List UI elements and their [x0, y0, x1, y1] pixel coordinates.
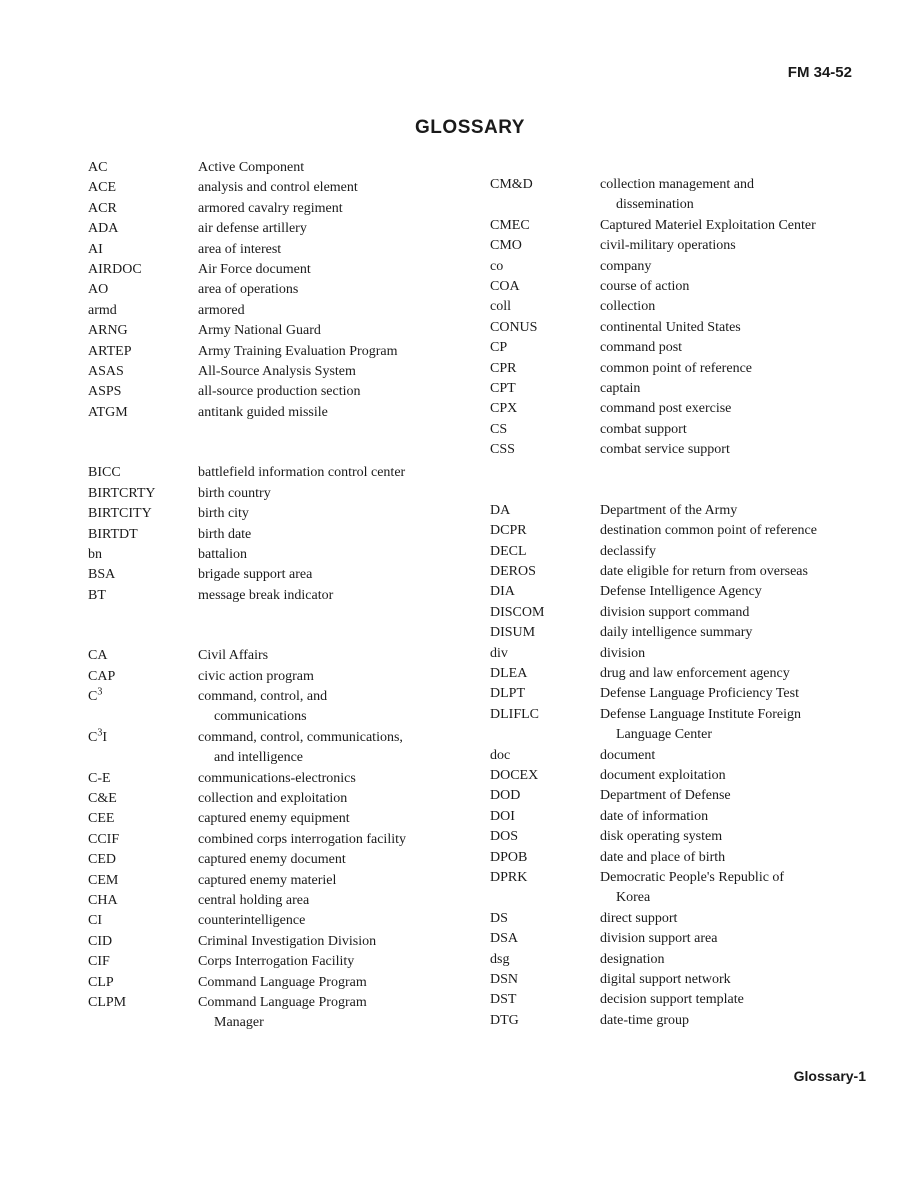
glossary-entry — [490, 501, 880, 521]
glossary-entry — [88, 219, 458, 239]
glossary-definition: course of action — [600, 279, 690, 295]
glossary-abbreviation: ASAS — [88, 364, 124, 380]
glossary-group — [490, 501, 880, 1032]
glossary-definition: collection management and dissemination — [600, 177, 754, 213]
glossary-abbreviation: AO — [88, 282, 109, 298]
glossary-entry — [490, 848, 880, 868]
glossary-entry — [88, 525, 458, 545]
glossary-definition: collection and exploitation — [198, 790, 348, 806]
glossary-entry — [490, 216, 880, 236]
glossary-definition: combat service support — [600, 442, 730, 458]
glossary-definition: Department of the Army — [600, 502, 738, 518]
glossary-definition: destination common point of reference — [600, 523, 817, 539]
glossary-definition: designation — [600, 951, 665, 967]
glossary-definition: division support command — [600, 604, 750, 620]
glossary-abbreviation: CMEC — [490, 217, 530, 233]
glossary-entry — [490, 420, 880, 440]
glossary-abbreviation: DOD — [490, 788, 521, 804]
glossary-entry — [490, 664, 880, 684]
glossary-entry — [88, 993, 458, 1034]
glossary-abbreviation: ACR — [88, 200, 117, 216]
glossary-definition: civic action program — [198, 668, 314, 684]
glossary-abbreviation: DEROS — [490, 563, 536, 579]
glossary-definition: birth date — [198, 526, 252, 542]
glossary-definition: digital support network — [600, 972, 731, 988]
glossary-abbreviation: CP — [490, 340, 508, 356]
glossary-right-column — [490, 175, 880, 1031]
glossary-abbreviation: CMO — [490, 238, 522, 254]
glossary-abbreviation: CLPM — [88, 995, 127, 1011]
glossary-entry — [88, 789, 458, 809]
glossary-definition: captain — [600, 381, 641, 397]
glossary-entry — [490, 175, 880, 216]
glossary-definition: continental United States — [600, 319, 741, 335]
glossary-entry — [88, 342, 458, 362]
glossary-entry — [88, 463, 458, 483]
glossary-definition: message break indicator — [198, 587, 334, 603]
glossary-definition: command, control, communications, and intelligence — [198, 729, 403, 766]
glossary-entry — [88, 403, 458, 423]
glossary-abbreviation: AC — [88, 160, 108, 175]
glossary-definition: date-time group — [600, 1012, 690, 1028]
glossary-entry — [490, 338, 880, 358]
glossary-entry — [490, 950, 880, 970]
glossary-abbreviation: DISUM — [490, 625, 536, 641]
glossary-abbreviation: ACE — [88, 180, 116, 196]
glossary-abbreviation: CEM — [88, 872, 119, 888]
glossary-abbreviation: armd — [88, 302, 117, 318]
glossary-definition: combat support — [600, 421, 687, 437]
glossary-abbreviation: CI — [88, 913, 102, 929]
glossary-definition: drug and law enforcement agency — [600, 665, 790, 681]
glossary-entry — [490, 582, 880, 602]
glossary-abbreviation: COA — [490, 279, 520, 295]
glossary-definition: antitank guided missile — [198, 404, 328, 420]
glossary-definition: common point of reference — [600, 360, 752, 376]
glossary-entry — [490, 766, 880, 786]
glossary-definition: birth city — [198, 506, 249, 522]
glossary-definition: declassify — [600, 543, 656, 559]
glossary-abbreviation: $C^3$ — [88, 686, 103, 704]
glossary-definition: Corps Interrogation Facility — [198, 954, 355, 970]
glossary-abbreviation: DST — [490, 992, 517, 1008]
glossary-abbreviation: AI — [88, 241, 103, 257]
glossary-definition: Department of Defense — [600, 788, 731, 804]
glossary-definition: Command Language Program — [198, 974, 367, 990]
glossary-abbreviation: CPT — [490, 381, 516, 397]
glossary-entry — [88, 321, 458, 341]
glossary-definition: Civil Affairs — [198, 648, 269, 664]
glossary-definition: Defense Language Proficiency Test — [600, 686, 799, 702]
glossary-definition: air defense artillery — [198, 221, 307, 237]
glossary-entry — [88, 687, 458, 728]
glossary-abbreviation: DOS — [490, 829, 519, 845]
glossary-definition: battalion — [198, 546, 247, 562]
glossary-abbreviation: BICC — [88, 465, 121, 481]
glossary-group — [88, 463, 458, 606]
glossary-abbreviation: DS — [490, 910, 508, 926]
glossary-entry — [88, 362, 458, 382]
glossary-definition: Captured Materiel Exploitation Center — [600, 217, 816, 233]
glossary-entry — [490, 827, 880, 847]
glossary-entry — [490, 684, 880, 704]
glossary-abbreviation: CPX — [490, 401, 518, 417]
glossary-abbreviation: ATGM — [88, 404, 128, 420]
glossary-entry — [490, 1011, 880, 1031]
glossary-definition: division — [600, 645, 646, 661]
glossary-entry — [88, 565, 458, 585]
glossary-entry — [88, 871, 458, 891]
glossary-entry — [88, 545, 458, 565]
glossary-abbreviation: coll — [490, 299, 511, 315]
glossary-entry — [490, 909, 880, 929]
glossary-abbreviation: ARNG — [88, 323, 128, 339]
glossary-abbreviation: BSA — [88, 567, 116, 583]
glossary-abbreviation: C-E — [88, 770, 111, 786]
glossary-definition: daily intelligence summary — [600, 625, 753, 641]
glossary-abbreviation: BIRTCITY — [88, 506, 152, 522]
glossary-abbreviation: CONUS — [490, 319, 538, 335]
glossary-entry — [490, 868, 880, 909]
glossary-abbreviation: dsg — [490, 951, 510, 967]
glossary-entry — [490, 990, 880, 1010]
glossary-abbreviation: DIA — [490, 584, 515, 600]
glossary-abbreviation: CCIF — [88, 831, 120, 847]
glossary-abbreviation: CLP — [88, 974, 114, 990]
glossary-entry — [490, 562, 880, 582]
glossary-definition: battlefield information control center — [198, 465, 406, 481]
glossary-abbreviation: DPOB — [490, 849, 528, 865]
glossary-entry — [88, 667, 458, 687]
glossary-definition: command, control, and communications — [198, 688, 328, 725]
glossary-abbreviation: CID — [88, 933, 113, 949]
glossary-abbreviation: $C^3I$ — [88, 727, 108, 745]
glossary-definition: command post — [600, 340, 683, 356]
glossary-definition: captured enemy equipment — [198, 811, 350, 827]
glossary-abbreviation: CPR — [490, 360, 517, 376]
glossary-entry — [88, 646, 458, 666]
glossary-abbreviation: DLIFLC — [490, 706, 539, 722]
glossary-left-column — [88, 158, 458, 1034]
glossary-abbreviation: CIF — [88, 954, 110, 970]
glossary-definition: Democratic People's Republic of Korea — [600, 870, 785, 906]
glossary-definition: civil-military operations — [600, 238, 736, 254]
glossary-definition: area of interest — [198, 241, 282, 257]
glossary-entry — [88, 260, 458, 280]
glossary-entry — [490, 929, 880, 949]
glossary-definition: captured enemy materiel — [198, 872, 337, 888]
glossary-definition: collection — [600, 299, 656, 315]
glossary-entry — [490, 277, 880, 297]
glossary-entry — [490, 521, 880, 541]
glossary-entry — [490, 542, 880, 562]
glossary-definition: communications-electronics — [198, 770, 356, 786]
glossary-entry — [490, 746, 880, 766]
glossary-entry — [88, 769, 458, 789]
glossary-definition: date and place of birth — [600, 849, 726, 865]
glossary-definition: date eligible for return from overseas — [600, 563, 808, 579]
glossary-entry — [490, 236, 880, 256]
glossary-definition: Command Language Program Manager — [198, 995, 367, 1031]
glossary-entry — [490, 623, 880, 643]
glossary-abbreviation: ADA — [88, 221, 119, 237]
glossary-abbreviation: DPRK — [490, 870, 528, 885]
glossary-definition: decision support template — [600, 992, 744, 1008]
glossary-entry — [88, 586, 458, 606]
glossary-entry — [490, 399, 880, 419]
glossary-entry — [88, 952, 458, 972]
glossary-definition: company — [600, 258, 652, 274]
glossary-entry — [490, 705, 880, 746]
glossary-entry — [88, 830, 458, 850]
glossary-definition: armored cavalry regiment — [198, 200, 343, 216]
glossary-entry — [490, 807, 880, 827]
glossary-definition: direct support — [600, 910, 678, 926]
glossary-abbreviation: co — [490, 258, 504, 274]
glossary-group — [88, 158, 458, 423]
glossary-entry — [88, 158, 458, 178]
glossary-abbreviation: CHA — [88, 893, 118, 908]
glossary-abbreviation: CAP — [88, 668, 116, 684]
glossary-abbreviation: ASPS — [88, 384, 122, 400]
glossary-abbreviation: DOI — [490, 808, 515, 824]
glossary-entry — [490, 297, 880, 317]
glossary-abbreviation: AIRDOC — [88, 262, 142, 278]
page-number: Glossary-1 — [793, 1068, 866, 1084]
glossary-abbreviation: DA — [490, 502, 511, 518]
glossary-entry — [88, 728, 458, 769]
glossary-entry — [490, 359, 880, 379]
glossary-definition: document — [600, 747, 656, 763]
glossary-definition: date of information — [600, 808, 709, 824]
glossary-abbreviation: CA — [88, 648, 108, 664]
glossary-definition: Defense Language Institute Foreign Language Center — [600, 706, 801, 743]
glossary-entry — [88, 973, 458, 993]
glossary-entry — [88, 850, 458, 870]
glossary-definition: combined corps interrogation facility — [198, 831, 406, 847]
glossary-abbreviation: DECL — [490, 543, 527, 559]
glossary-definition: all-source production section — [198, 384, 361, 400]
glossary-abbreviation: DCPR — [490, 523, 527, 539]
document-id: FM 34-52 — [787, 64, 852, 81]
glossary-entry — [490, 440, 880, 460]
glossary-abbreviation: CM&D — [490, 177, 533, 192]
glossary-abbreviation: DTG — [490, 1012, 519, 1028]
glossary-entry — [88, 199, 458, 219]
glossary-entry — [88, 911, 458, 931]
glossary-entry — [88, 382, 458, 402]
glossary-entry — [88, 280, 458, 300]
page-title: GLOSSARY — [415, 117, 525, 138]
glossary-group — [490, 175, 880, 461]
glossary-entry — [88, 809, 458, 829]
glossary-definition: Army National Guard — [198, 323, 321, 339]
glossary-abbreviation: CEE — [88, 811, 115, 827]
glossary-definition: Defense Intelligence Agency — [600, 584, 762, 600]
glossary-entry — [88, 932, 458, 952]
glossary-definition: captured enemy document — [198, 852, 346, 868]
glossary-entry — [490, 970, 880, 990]
glossary-definition: brigade support area — [198, 567, 313, 583]
glossary-abbreviation: CS — [490, 421, 508, 437]
glossary-abbreviation: CED — [88, 852, 116, 868]
glossary-entry — [490, 257, 880, 277]
glossary-abbreviation: ARTEP — [88, 343, 132, 359]
glossary-abbreviation: BIRTCRTY — [88, 485, 156, 501]
glossary-abbreviation: DISCOM — [490, 604, 545, 620]
glossary-entry — [490, 379, 880, 399]
glossary-entry — [88, 891, 458, 911]
glossary-definition: analysis and control element — [198, 180, 358, 196]
glossary-entry — [490, 318, 880, 338]
glossary-definition: document exploitation — [600, 767, 726, 783]
glossary-definition: area of operations — [198, 282, 299, 298]
glossary-definition: division support area — [600, 931, 718, 947]
glossary-abbreviation: BIRTDT — [88, 526, 138, 542]
glossary-entry — [490, 786, 880, 806]
glossary-definition: birth country — [198, 485, 271, 501]
glossary-definition: disk operating system — [600, 829, 723, 845]
glossary-abbreviation: bn — [88, 546, 102, 562]
glossary-entry — [490, 603, 880, 623]
glossary-abbreviation: DSN — [490, 972, 519, 988]
glossary-definition: command post exercise — [600, 401, 732, 417]
glossary-abbreviation: C&E — [88, 790, 117, 806]
glossary-abbreviation: DLPT — [490, 686, 525, 702]
glossary-abbreviation: CSS — [490, 442, 515, 458]
glossary-definition: armored — [198, 302, 245, 318]
glossary-definition: Air Force document — [198, 262, 311, 278]
glossary-group — [88, 646, 458, 1034]
glossary-abbreviation: BT — [88, 587, 106, 603]
glossary-entry — [490, 644, 880, 664]
glossary-entry — [88, 178, 458, 198]
glossary-entry — [88, 240, 458, 260]
glossary-abbreviation: DOCEX — [490, 767, 539, 783]
glossary-abbreviation: doc — [490, 747, 511, 763]
glossary-definition: counterintelligence — [198, 913, 306, 929]
glossary-definition: All-Source Analysis System — [198, 364, 356, 380]
glossary-abbreviation: DSA — [490, 931, 519, 947]
glossary-abbreviation: DLEA — [490, 665, 528, 681]
glossary-abbreviation: div — [490, 645, 508, 661]
glossary-entry — [88, 484, 458, 504]
glossary-entry — [88, 504, 458, 524]
glossary-entry — [88, 301, 458, 321]
glossary-definition: Army Training Evaluation Program — [198, 343, 398, 359]
glossary-definition: central holding area — [198, 893, 310, 908]
glossary-definition: Criminal Investigation Division — [198, 933, 377, 949]
glossary-definition: Active Component — [198, 160, 305, 175]
